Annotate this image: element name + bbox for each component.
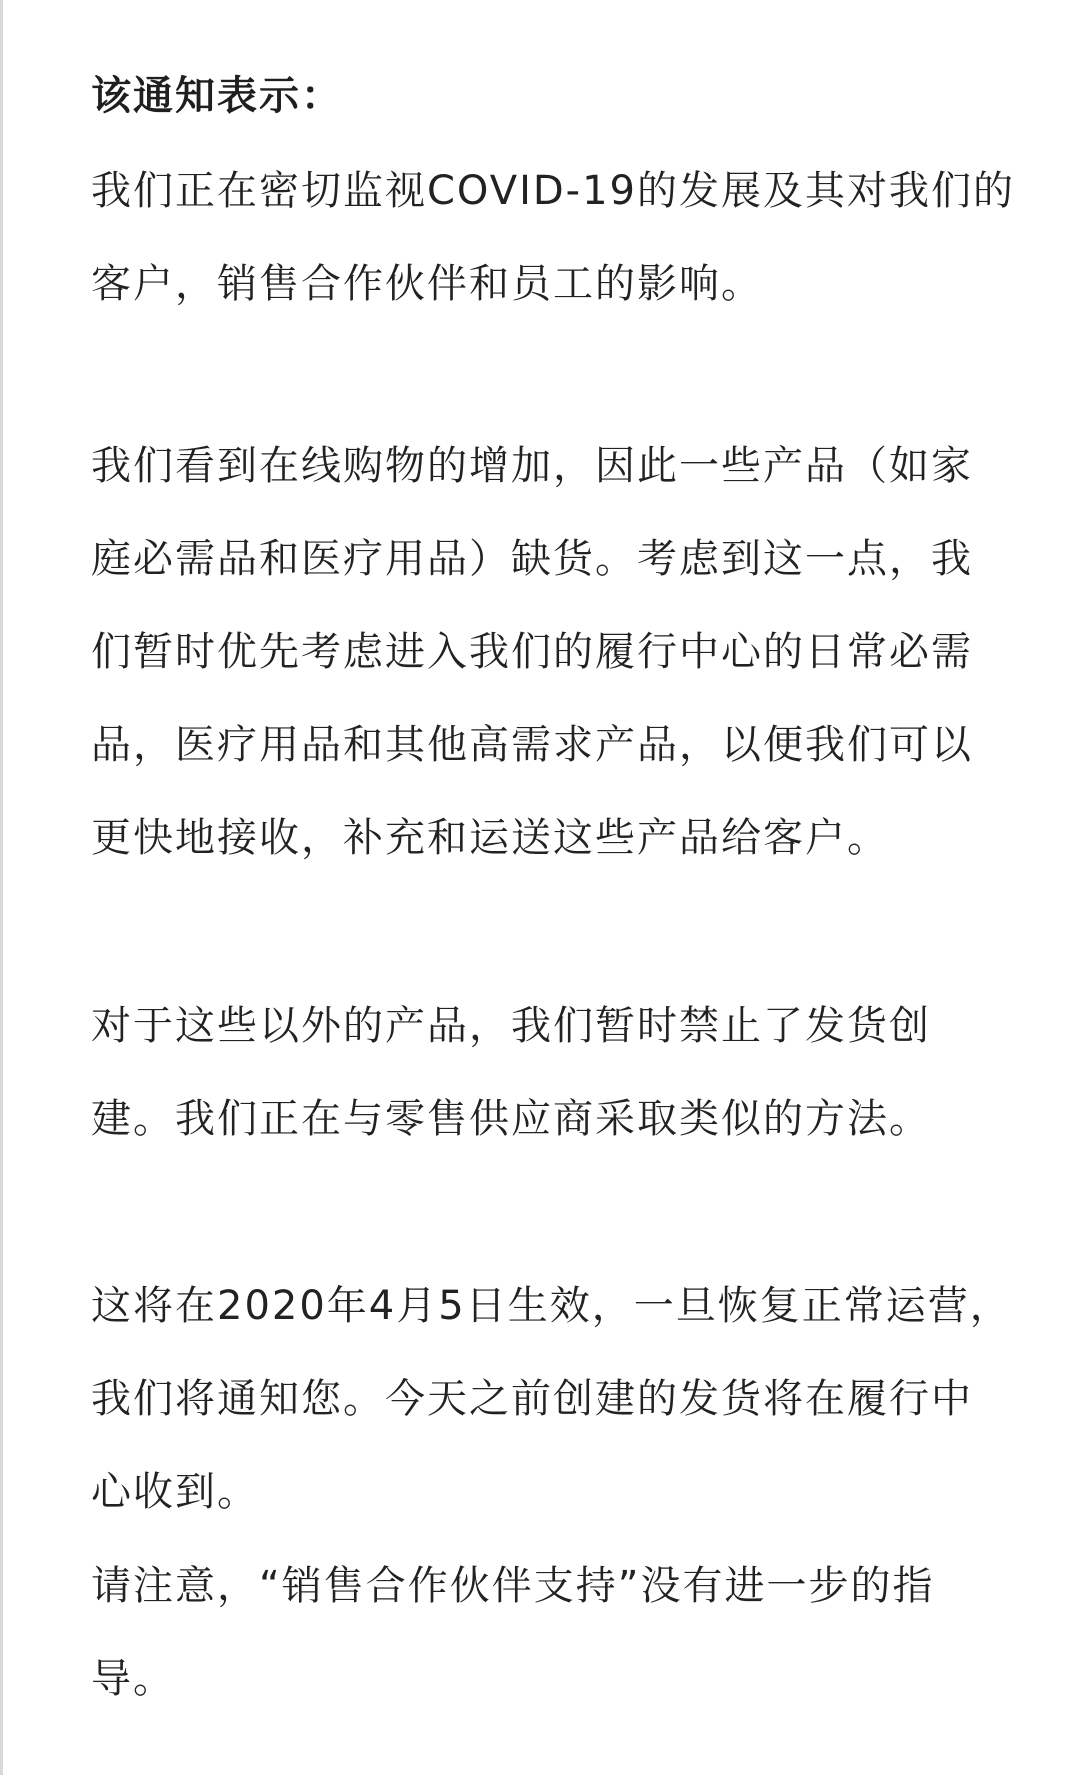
- paragraph-line: 心收到。: [91, 1469, 259, 1515]
- paragraph-4: [91, 1260, 1012, 1539]
- paragraph-1: [91, 145, 1015, 331]
- paragraph-line: 庭必需品和医疗用品）缺货。考虑到这一点，我: [91, 536, 973, 582]
- paragraph-line: 这将在2020年4月5日生效，一旦恢复正常运营，: [91, 1283, 1012, 1329]
- paragraph-3: [91, 980, 931, 1166]
- paragraph-line: 建。我们正在与零售供应商采取类似的方法。: [91, 1096, 931, 1142]
- paragraph-line: 请注意，“销售合作伙伴支持”没有进一步的指: [91, 1563, 935, 1609]
- article-heading: 该通知表示：: [91, 73, 343, 119]
- paragraph-5: [91, 1540, 934, 1726]
- paragraph-line: 品，医疗用品和其他高需求产品，以便我们可以: [91, 722, 973, 768]
- paragraph-line: 对于这些以外的产品，我们暂时禁止了发货创: [91, 1003, 931, 1049]
- paragraph-line: 我们看到在线购物的增加，因此一些产品（如家: [91, 443, 973, 489]
- paragraph-line: 们暂时优先考虑进入我们的履行中心的日常必需: [91, 629, 973, 675]
- paragraph-line: 我们正在密切监视COVID-19的发展及其对我们的: [91, 168, 1016, 214]
- paragraph-line: 客户，销售合作伙伴和员工的影响。: [91, 261, 763, 307]
- paragraph-2: [91, 420, 973, 885]
- paragraph-line: 更快地接收，补充和运送这些产品给客户。: [91, 815, 889, 861]
- paragraph-line: 导。: [91, 1656, 175, 1702]
- paragraph-line: 我们将通知您。今天之前创建的发货将在履行中: [91, 1376, 973, 1422]
